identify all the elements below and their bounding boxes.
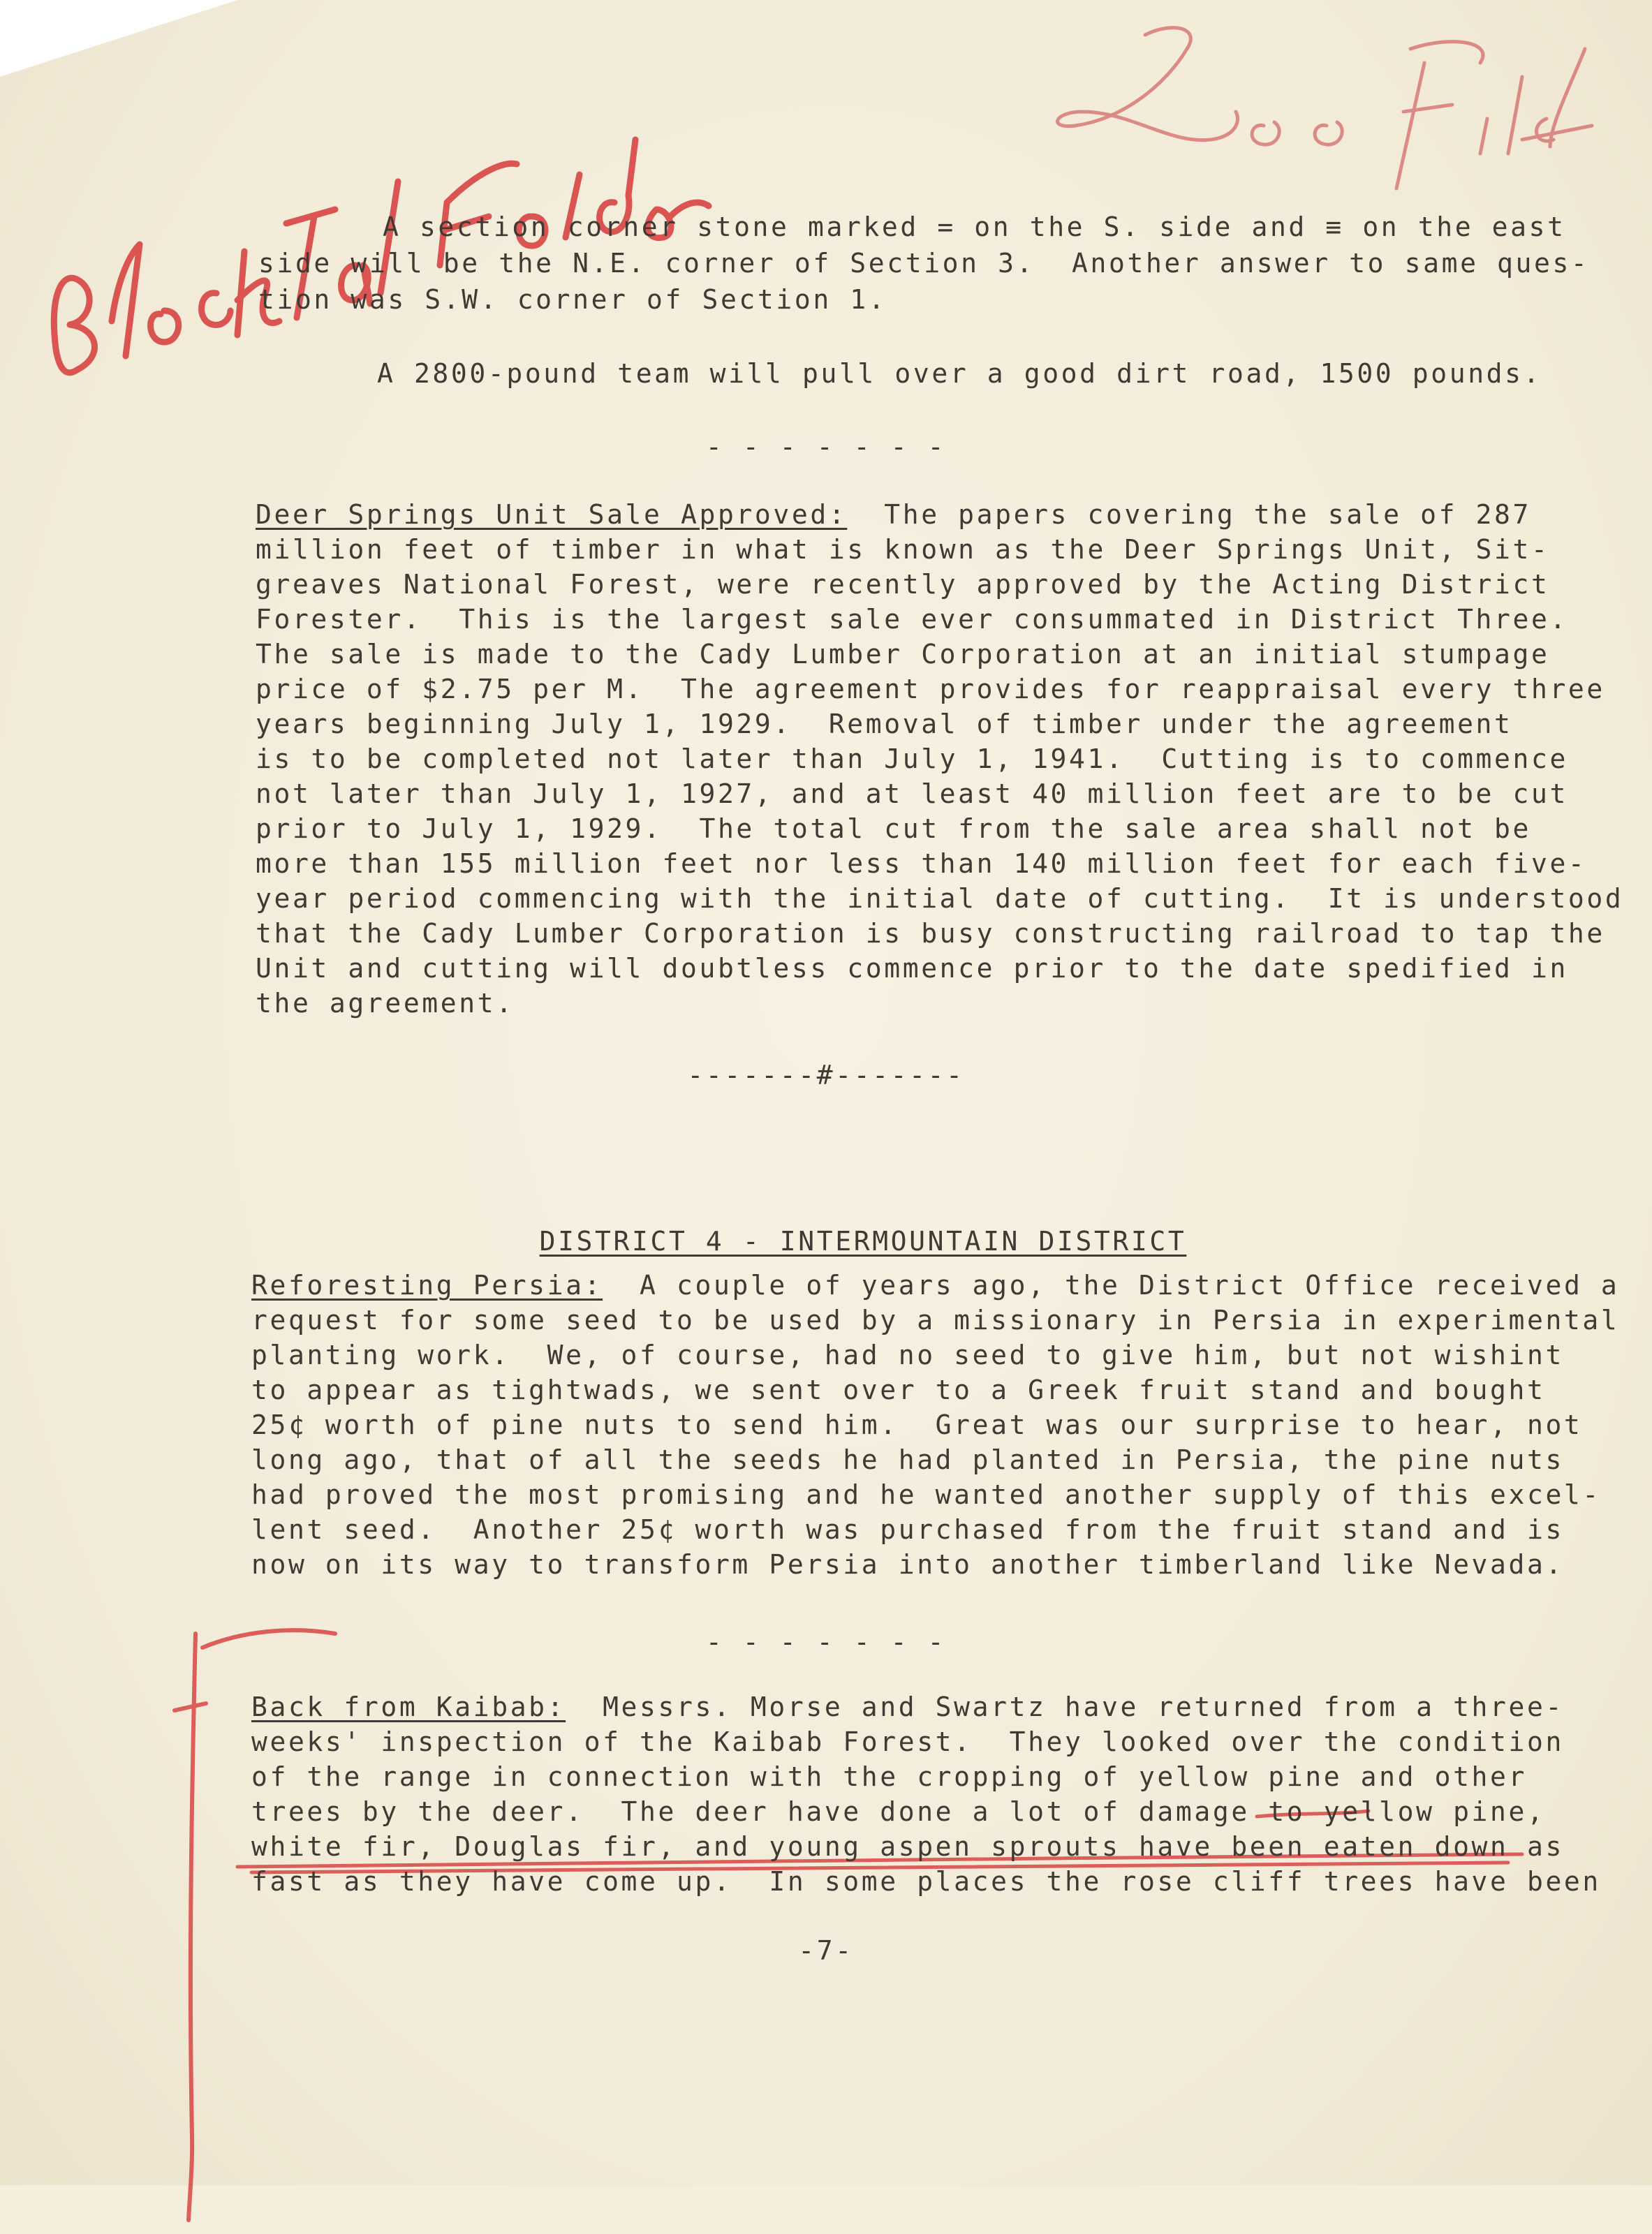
kaibab-first-line (251, 1689, 1564, 1724)
deer-springs-line: more than 155 million feet nor less than 140 million feet for each five- (256, 848, 1587, 879)
deer-springs-first-line (256, 497, 1531, 532)
reforesting-first-line (251, 1268, 1619, 1303)
reforesting-line: request for some seed to be used by a missionary in Persia in experimental (251, 1305, 1620, 1336)
reforesting-first-line-text: A couple of years ago, the District Office received a (603, 1270, 1620, 1301)
reforesting-line: 25¢ worth of pine nuts to send him. Great was our surprise to hear, not (251, 1410, 1583, 1440)
reforesting-line: now on its way to transform Persia into another timberland like Nevada. (251, 1549, 1564, 1580)
deer-springs-line: year period commencing with the initial date of cutting. It is understood (256, 883, 1624, 914)
deer-springs-first-line-text: The papers covering the sale of 287 (847, 499, 1531, 530)
deer-springs-line: years beginning July 1, 1929. Removal of timber under the agreement (256, 709, 1513, 739)
kaibab-line: weeks' inspection of the Kaibab Forest. They looked over the condition (251, 1726, 1564, 1757)
deer-springs-heading: Deer Springs Unit Sale Approved: (256, 499, 848, 530)
reforesting-line: to appear as tightwads, we sent over to a Greek fruit stand and bought (251, 1375, 1546, 1405)
deer-springs-line: The sale is made to the Cady Lumber Corporation at an initial stumpage (256, 639, 1550, 670)
page-number: -7- (798, 1935, 854, 1966)
deer-springs-line: prior to July 1, 1929. The total cut from the sale area shall not be (256, 813, 1531, 844)
reforesting-line: lent seed. Another 25¢ worth was purchased from the fruit stand and is (251, 1514, 1564, 1545)
section-corner-line-1: A section corner stone marked = on the S. side and ≡ on the east (383, 212, 1566, 242)
separator-3: - - - - - - - (705, 1627, 947, 1657)
reforesting-line: long ago, that of all the seeds he had planted in Persia, the pine nuts (251, 1444, 1564, 1475)
deer-springs-line: million feet of timber in what is known as the Deer Springs Unit, Sit- (256, 534, 1550, 565)
deer-springs-line: Forester. This is the largest sale ever consummated in District Three. (256, 604, 1568, 635)
section-corner-line-3: tion was S.W. corner of Section 1. (258, 284, 887, 315)
deer-springs-line: price of $2.75 per M. The agreement provides for reappraisal every three (256, 674, 1605, 704)
kaibab-line: fast as they have come up. In some places the rose cliff trees have been (251, 1866, 1601, 1897)
kaibab-line: of the range in connection with the cropping of yellow pine and other (251, 1761, 1527, 1792)
kaibab-first-line-text: Messrs. Morse and Swartz have returned from a three- (566, 1692, 1564, 1722)
reforesting-heading: Reforesting Persia: (251, 1270, 603, 1301)
deer-springs-line: is to be completed not later than July 1, 1941. Cutting is to commence (256, 744, 1568, 774)
deer-springs-line: that the Cady Lumber Corporation is busy constructing railroad to tap the (256, 918, 1605, 949)
deer-springs-line: the agreement. (256, 988, 515, 1019)
lee-file-handwriting (1033, 7, 1606, 202)
separator-2: -------#------- (687, 1060, 965, 1090)
kaibab-heading: Back from Kaibab: (251, 1692, 566, 1722)
folded-corner (0, 0, 237, 77)
section-corner-line-2: side will be the N.E. corner of Section 3. Another answer to same ques- (258, 248, 1590, 279)
district-heading-text: DISTRICT 4 - INTERMOUNTAIN DISTRICT (539, 1226, 1187, 1257)
deer-springs-line: Unit and cutting will doubtless commence prior to the date spedified in (256, 953, 1568, 984)
kaibab-line: white fir, Douglas fir, and young aspen sprouts have been eaten down as (251, 1831, 1564, 1862)
reforesting-line: had proved the most promising and he wanted another supply of this excel- (251, 1479, 1601, 1510)
kaibab-line: trees by the deer. The deer have done a lot of damage to yellow pine, (251, 1796, 1546, 1827)
separator-1: - - - - - - - (705, 431, 947, 462)
deer-springs-line: not later than July 1, 1927, and at least 40 million feet are to be cut (256, 778, 1568, 809)
team-sentence-text: A 2800-pound team will pull over a good dirt road, 1500 pounds. (377, 358, 1542, 389)
deer-springs-line: greaves National Forest, were recently approved by the Acting District (256, 569, 1550, 600)
reforesting-line: planting work. We, of course, had no seed to give him, but not wishint (251, 1340, 1564, 1370)
